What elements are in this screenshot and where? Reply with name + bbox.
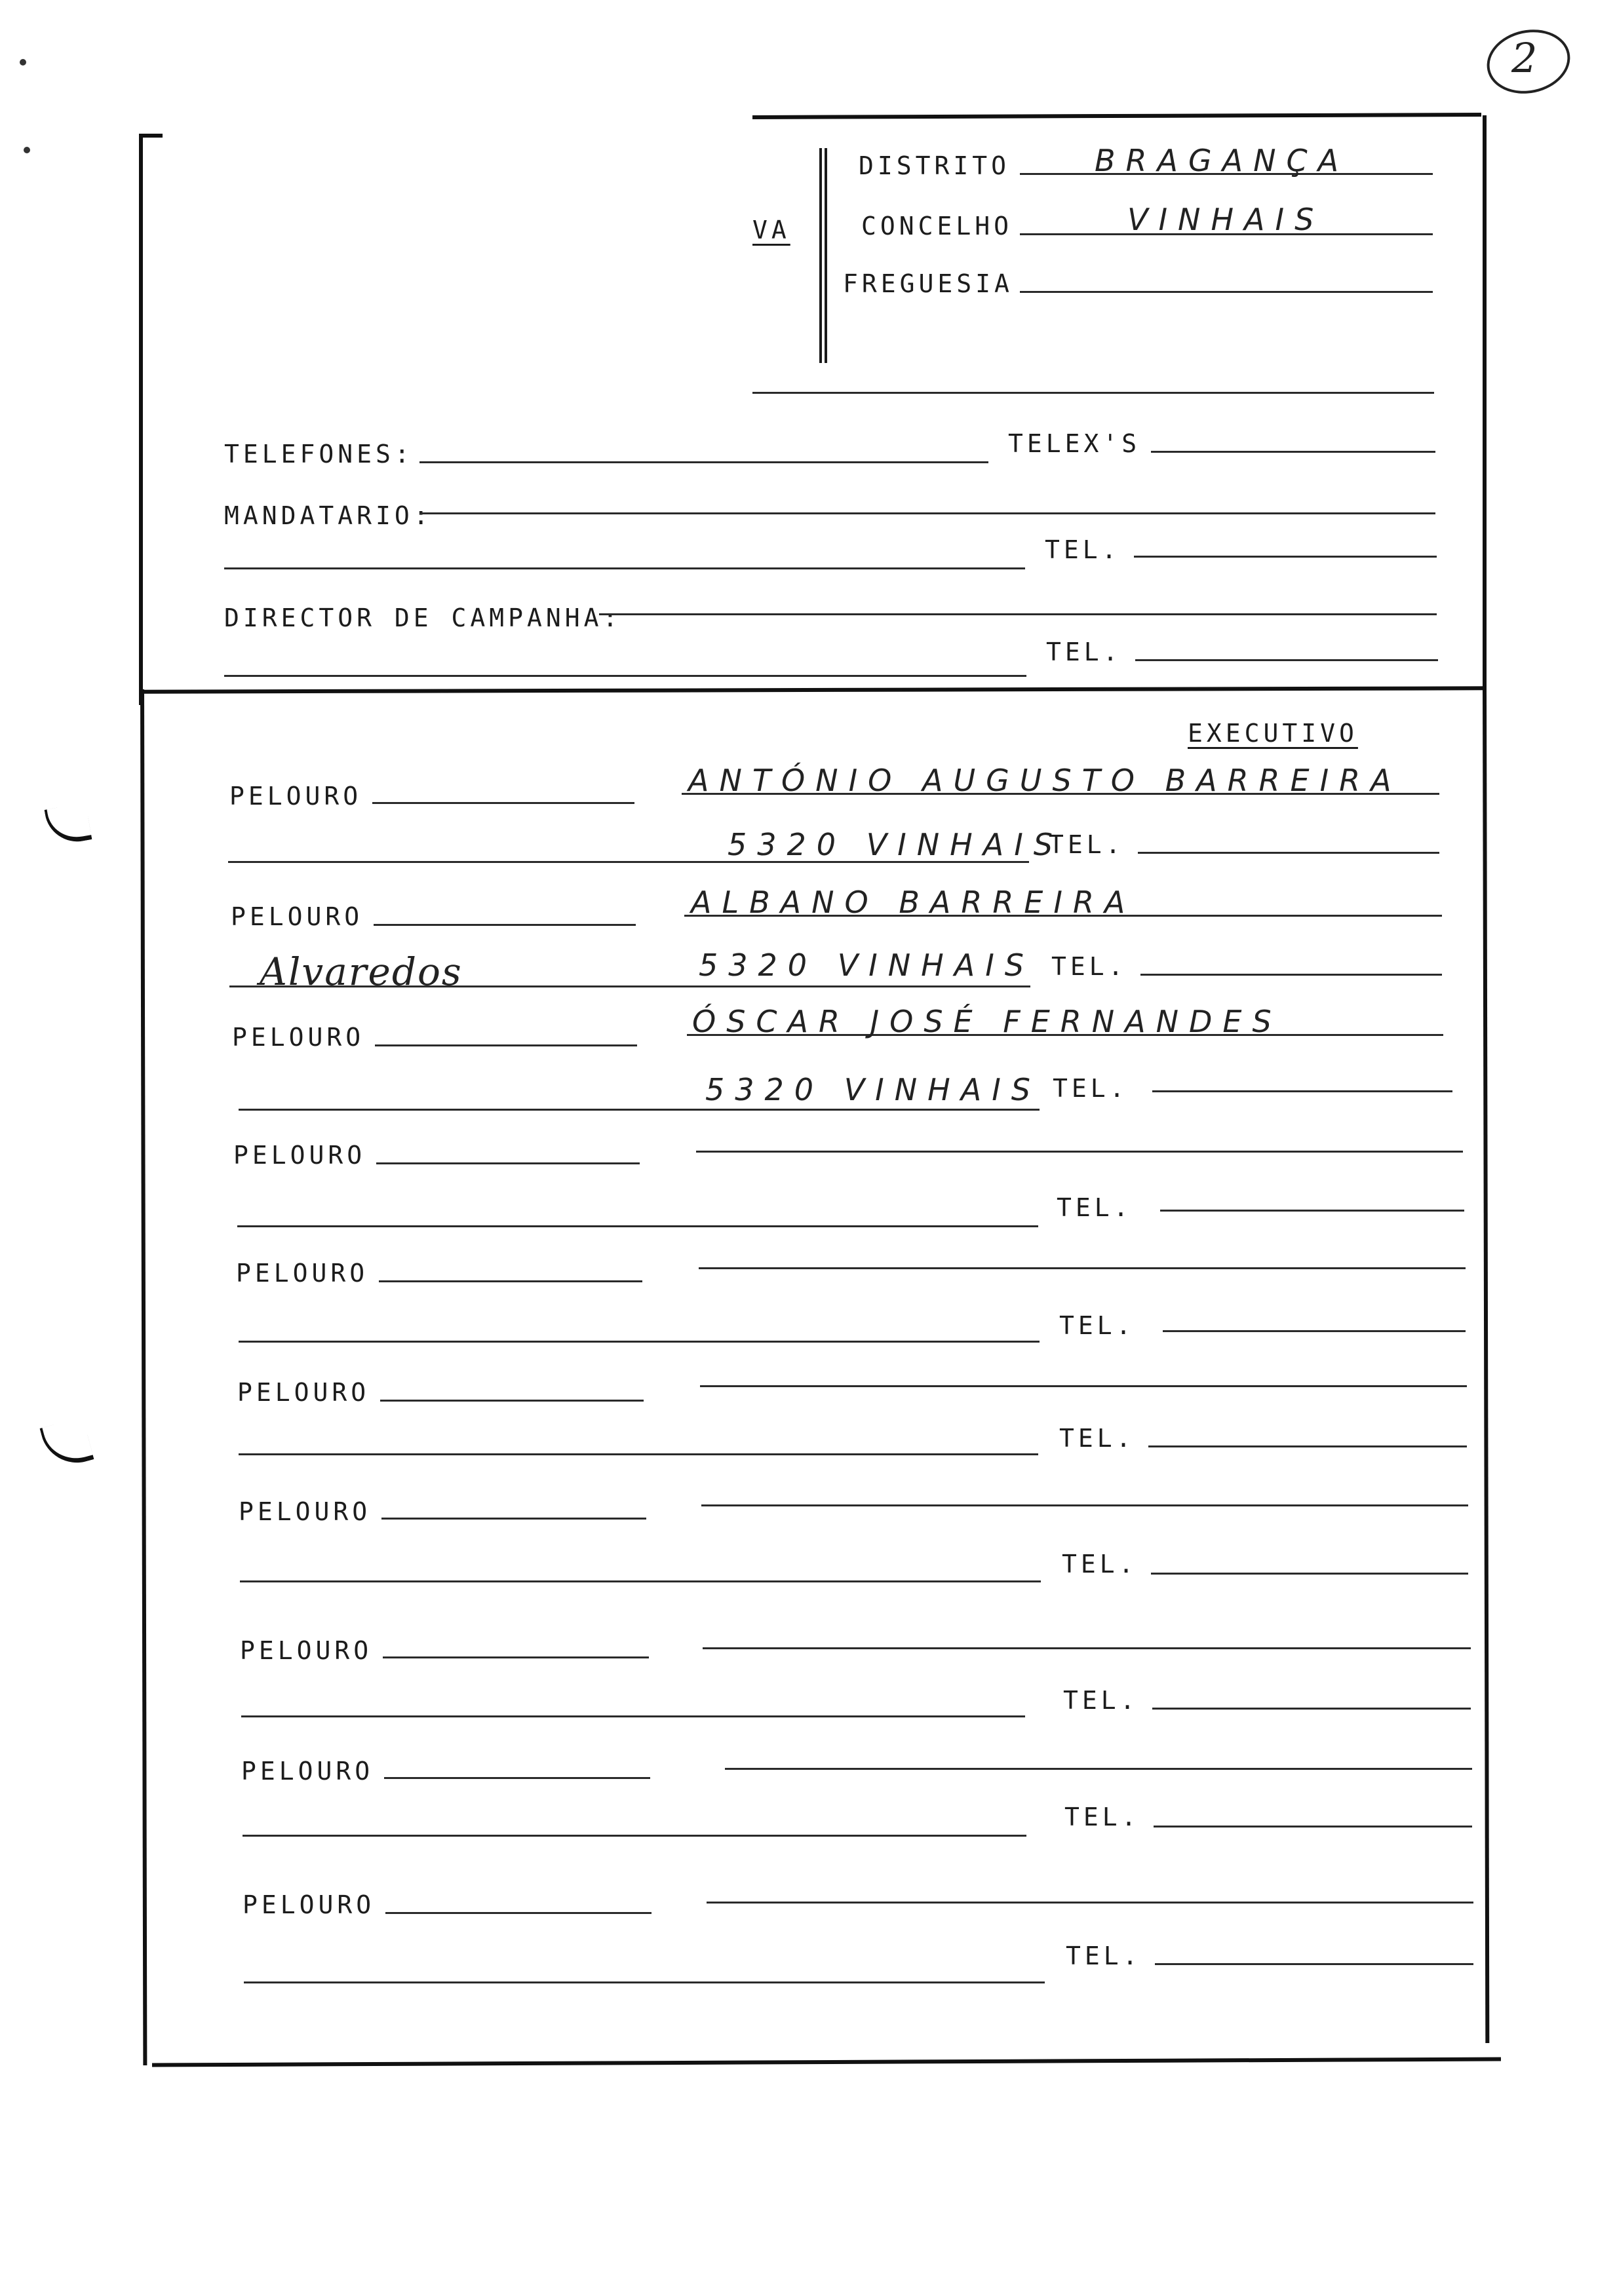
tel-label: TEL. [1066,1942,1142,1970]
address-field-line[interactable] [243,1835,1026,1837]
vertical-rule [819,148,822,363]
tel-label: TEL. [1057,1193,1133,1222]
name-field-line[interactable] [700,1385,1467,1387]
pelouro-field-line[interactable] [375,1044,637,1046]
distrito-label: DISTRITO [859,151,1011,180]
name-field-line[interactable] [701,1504,1468,1506]
pelouro-field-line[interactable] [385,1912,652,1914]
address-field-line[interactable] [244,1981,1045,1983]
pelouro-label: PELOURO [233,1141,366,1170]
form-frame-top [752,113,1481,119]
form-frame-corner [139,134,163,138]
tel-field-line[interactable] [1151,1573,1468,1575]
tel-field-line[interactable] [1163,1330,1466,1332]
name-field-line[interactable] [703,1647,1471,1649]
page-number: 2 [1511,34,1538,82]
address-field-line[interactable] [237,1225,1038,1227]
tel-field-line[interactable] [1138,852,1439,854]
pelouro-label: PELOURO [231,902,364,931]
tel-label: TEL. [1053,1074,1129,1103]
header-rule [752,392,1434,394]
director-address-line[interactable] [224,675,1026,677]
name-field-line[interactable] [725,1768,1472,1770]
pelouro-field-line[interactable] [380,1400,644,1402]
pelouro-field-line[interactable] [374,924,636,926]
address-field-line[interactable] [239,1109,1040,1111]
address-field-line[interactable] [239,1341,1040,1343]
tel-label: TEL. [1059,1311,1135,1340]
executivo-frame-left [140,689,147,2065]
pelouro-field-line[interactable] [381,1518,646,1520]
tel-field-line[interactable] [1148,1445,1467,1447]
mandatario-field-line[interactable] [419,512,1435,514]
telefones-label: TELEFONES: [224,440,414,469]
director-tel-label: TEL. [1046,638,1122,666]
hole-punch-mark [39,1417,94,1470]
tel-field-line[interactable] [1152,1090,1452,1092]
tel-field-line[interactable] [1152,1708,1471,1710]
pelouro-label: PELOURO [239,1497,372,1526]
pelouro-label: PELOURO [232,1023,365,1052]
executivo-frame-right [1483,689,1489,2043]
mandatario-label: MANDATARIO: [224,501,433,530]
form-frame-right [1483,115,1487,689]
freguesia-field-line[interactable] [1020,291,1433,293]
freguesia-label: FREGUESIA [843,269,1013,298]
name-field-line[interactable] [707,1902,1473,1904]
address-left-value[interactable]: Alvaredos [260,949,463,994]
concelho-label: CONCELHO [861,212,1013,240]
tel-label: TEL. [1059,1424,1135,1453]
pelouro-label: PELOURO [241,1757,374,1786]
tel-label: TEL. [1063,1686,1139,1715]
tel-label: TEL. [1051,952,1127,981]
member-address[interactable]: 5320 VINHAIS [705,1072,1041,1107]
tel-field-line[interactable] [1160,1210,1464,1212]
executivo-title: EXECUTIVO [1188,719,1358,748]
pelouro-label: PELOURO [243,1890,376,1919]
tel-label: TEL. [1049,830,1125,859]
executivo-frame-bottom [152,2057,1501,2067]
director-tel-line[interactable] [1135,659,1438,661]
va-label: VA [752,216,790,244]
name-field-line[interactable] [699,1267,1466,1269]
tel-field-line[interactable] [1154,1826,1472,1827]
telex-field-line[interactable] [1151,451,1435,453]
telefones-field-line[interactable] [419,461,988,463]
tel-label: TEL. [1064,1803,1140,1831]
distrito-value[interactable]: BRAGANÇA [1095,143,1350,178]
telex-label: TELEX'S [1008,429,1141,458]
hole-punch-mark [45,803,92,847]
vertical-rule [825,148,827,363]
form-frame-left [139,135,143,705]
member-name[interactable]: ALBANO BARREIRA [691,885,1136,920]
pelouro-field-line[interactable] [372,802,634,804]
scan-speck [24,147,30,153]
mandatario-tel-label: TEL. [1045,535,1121,564]
address-field-line[interactable] [241,1715,1025,1717]
address-field-line[interactable] [240,1580,1041,1582]
name-field-line[interactable] [696,1151,1463,1153]
pelouro-label: PELOURO [237,1378,370,1407]
member-name[interactable]: ANTÓNIO AUGUSTO BARREIRA [688,763,1402,798]
scan-speck [20,59,26,66]
mandatario-tel-line[interactable] [1134,556,1437,558]
address-field-line[interactable] [239,1453,1038,1455]
tel-field-line[interactable] [1140,974,1442,976]
member-address[interactable]: 5320 VINHAIS [728,827,1063,862]
pelouro-field-line[interactable] [379,1280,642,1282]
member-name[interactable]: ÓSCAR JOSÉ FERNANDES [692,1004,1282,1039]
pelouro-label: PELOURO [236,1259,369,1288]
concelho-value[interactable]: VINHAIS [1127,202,1325,237]
pelouro-label: PELOURO [240,1636,373,1665]
section-divider [139,686,1487,693]
member-address[interactable]: 5320 VINHAIS [699,947,1034,983]
tel-label: TEL. [1062,1550,1138,1578]
pelouro-field-line[interactable] [376,1162,640,1164]
pelouro-field-line[interactable] [384,1777,650,1779]
mandatario-address-line[interactable] [224,567,1025,569]
pelouro-field-line[interactable] [383,1656,649,1658]
pelouro-label: PELOURO [229,782,362,811]
director-field-line[interactable] [599,613,1437,615]
tel-field-line[interactable] [1155,1963,1473,1965]
director-label: DIRECTOR DE CAMPANHA: [224,603,622,632]
